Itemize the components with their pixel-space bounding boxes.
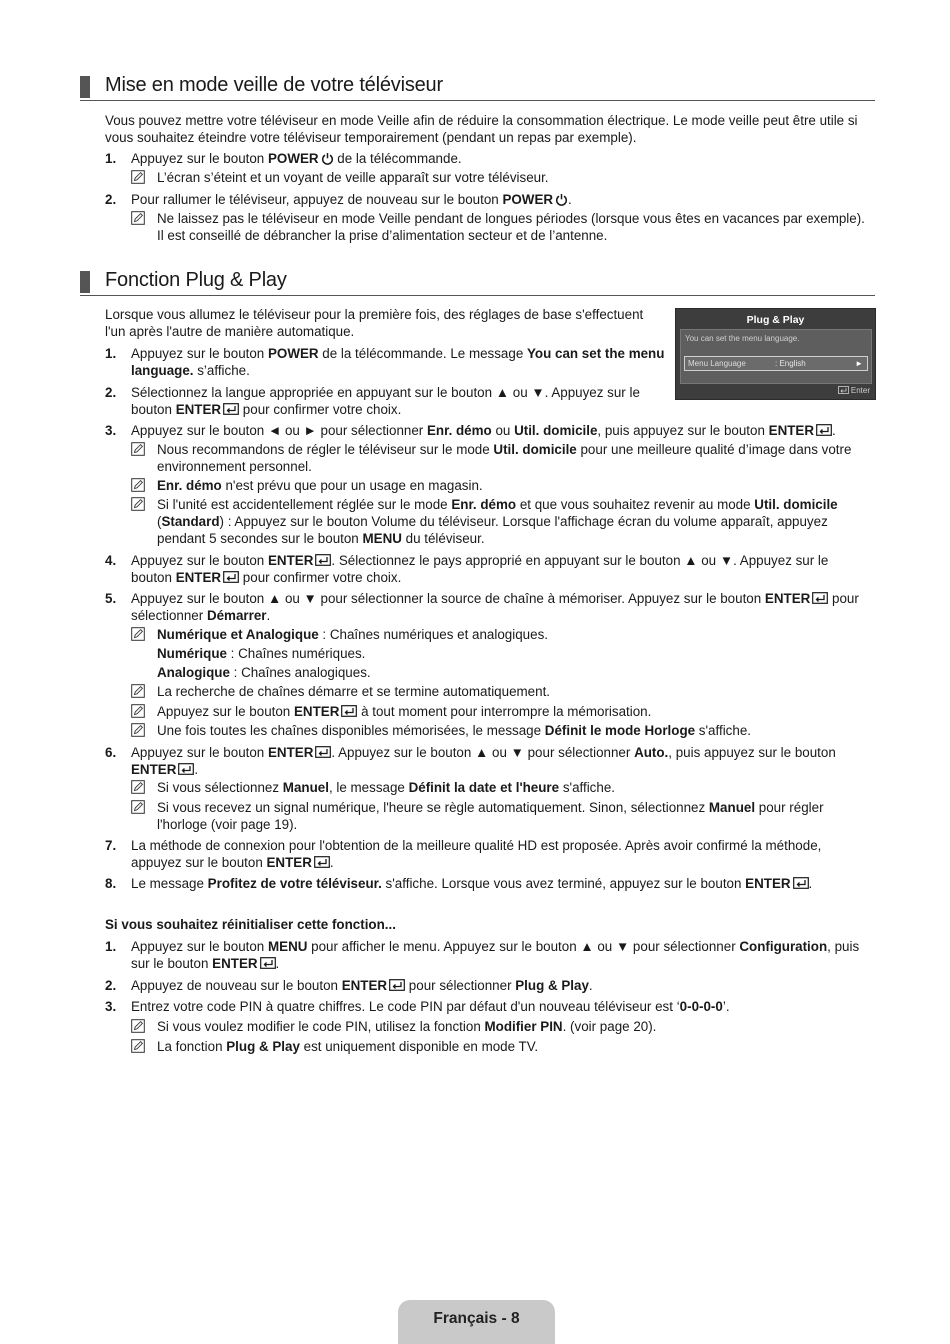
section-marker: [80, 271, 90, 293]
pnp-step-5: 5. Appuyez sur le bouton ▲ ou ▼ pour sélectionner la source de chaîne à mémoriser. Appuyez sur le bouton ENTER pour sélectionner Démarrer.: [105, 591, 859, 623]
section-header-plug-and-play: [80, 269, 875, 296]
pnp-step-5-line-2: Numérique : Chaînes numériques.: [157, 646, 366, 661]
osd-menu-language-value: : English: [775, 359, 806, 368]
enter-icon: [314, 855, 330, 867]
enter-icon: [816, 423, 832, 435]
enter-icon: [178, 762, 194, 774]
note-icon: [131, 723, 145, 737]
osd-menu-language-label: Menu Language: [688, 359, 746, 368]
pnp-step-7: 7. La méthode de connexion pour l'obtention de la meilleure qualité HD est proposée. Après avoir confirmé la méthode, appuyez sur le bouton ENTER .: [105, 838, 822, 870]
pnp-step-5-line-3: Analogique : Chaînes analogiques.: [157, 665, 371, 680]
enter-icon: [838, 386, 849, 394]
osd-menu-language-row: [684, 356, 868, 371]
enter-icon: [812, 591, 828, 603]
section-title: Mise en mode veille de votre téléviseur: [105, 74, 443, 96]
pnp-step-3-note-2: Enr. démo n'est prévu que pour un usage en magasin.: [131, 477, 873, 494]
note-icon: [131, 704, 145, 718]
section-title: Fonction Plug & Play: [105, 269, 287, 291]
note-icon: [131, 780, 145, 794]
note-icon: [131, 478, 145, 492]
pnp-step-8: 8. Le message Profitez de votre téléviseur. s'affiche. Lorsque vous avez terminé, appuyez sur le bouton ENTER .: [105, 876, 813, 891]
power-icon: [321, 152, 334, 165]
note-icon: [131, 497, 145, 511]
pnp-step-5-note-2: La recherche de chaînes démarre et se termine automatiquement.: [131, 683, 873, 700]
pnp-step-6-note-1: Si vous sélectionnez Manuel, le message Définit la date et l'heure s'affiche.: [131, 779, 873, 796]
note-icon: [131, 211, 145, 225]
section-marker: [80, 76, 90, 98]
reset-step-2: 2. Appuyez de nouveau sur le bouton ENTER pour sélectionner Plug & Play.: [105, 978, 593, 993]
note-icon: [131, 800, 145, 814]
enter-icon: [223, 570, 239, 582]
pnp-step-3-note-1: Nous recommandons de régler le téléviseur sur le mode Util. domicile pour une meilleure qualité d’image dans votre environnement personnel.: [131, 441, 873, 475]
enter-icon: [389, 978, 405, 990]
osd-enter-hint: Enter: [838, 386, 870, 396]
page-number: Français - 8: [433, 1310, 520, 1327]
enter-icon: [793, 876, 809, 888]
reset-step-3-note-1: Si vous voulez modifier le code PIN, utilisez la fonction Modifier PIN. (voir page 20).: [131, 1018, 873, 1035]
note-icon: [131, 1039, 145, 1053]
pnp-step-4: 4. Appuyez sur le bouton ENTER . Sélectionnez le pays approprié en appuyant sur le bouton ▲ ou ▼. Appuyez sur le bouton ENTER pour confirmer votre choix.: [105, 553, 829, 585]
pnp-step-5-note-4: Une fois toutes les chaînes disponibles mémorisées, le message Définit le mode Horloge s'affiche.: [131, 722, 873, 739]
osd-title: Plug & Play: [746, 314, 805, 326]
enter-icon: [315, 553, 331, 565]
standby-note-1: L’écran s’éteint et un voyant de veille apparaît sur votre téléviseur.: [131, 169, 873, 186]
standby-step-2: 2. Pour rallumer le téléviseur, appuyez de nouveau sur le bouton POWER .: [105, 192, 572, 207]
osd-screen-preview: [675, 308, 876, 400]
pnp-step-2: 2. Sélectionnez la langue appropriée en appuyant sur le bouton ▲ ou ▼. Appuyez sur le bouton ENTER pour confirmer votre choix.: [105, 385, 640, 417]
power-icon: [555, 193, 568, 206]
enter-icon: [341, 704, 357, 716]
pnp-step-1: 1. Appuyez sur le bouton POWER de la télécommande. Le message You can set the menu language. s’affiche.: [105, 346, 665, 378]
pnp-intro: Lorsque vous allumez le téléviseur pour la première fois, des réglages de base s'effectuent l'un après l'autre de manière automatique.: [105, 307, 644, 339]
enter-icon: [260, 956, 276, 968]
reset-step-3: 3. Entrez votre code PIN à quatre chiffres. Le code PIN par défaut d'un nouveau téléviseur est ‘0-0-0-0’.: [105, 999, 730, 1014]
pnp-step-5-note-3: Appuyez sur le bouton ENTER à tout moment pour interrompre la mémorisation.: [131, 703, 873, 720]
standby-note-2: Ne laissez pas le téléviseur en mode Veille pendant de longues périodes (lorsque vous êtes en vacances par exemple). Il est conseillé de débrancher la prise d’alimentation secteur et de l’antenne.: [131, 210, 873, 244]
enter-icon: [315, 745, 331, 757]
pnp-step-6: 6. Appuyez sur le bouton ENTER . Appuyez sur le bouton ▲ ou ▼ pour sélectionner Auto., puis appuyez sur le bouton ENTER .: [105, 745, 836, 777]
reset-step-3-note-2: La fonction Plug & Play est uniquement disponible en mode TV.: [131, 1038, 873, 1055]
note-icon: [131, 627, 145, 641]
pnp-step-5-note-1: Numérique et Analogique : Chaînes numériques et analogiques.: [131, 626, 873, 643]
note-icon: [131, 1019, 145, 1033]
standby-step-1: 1. Appuyez sur le bouton POWER de la télécommande.: [105, 151, 462, 166]
pnp-step-6-note-2: Si vous recevez un signal numérique, l'heure se règle automatiquement. Sinon, sélectionnez Manuel pour régler l'horloge (voir page 19).: [131, 799, 873, 833]
pnp-step-3-note-3: Si l'unité est accidentellement réglée sur le mode Enr. démo et que vous souhaitez revenir au mode Util. domicile (Standard) : Appuyez sur le bouton Volume du téléviseur. Lorsque l'affichage écran du volume apparaît, appuyez pendant 5 secondes sur le bouton MENU du téléviseur.: [131, 496, 873, 547]
page-footer-tab: [398, 1300, 555, 1344]
note-icon: [131, 684, 145, 698]
arrow-right-icon: ►: [855, 359, 863, 368]
note-icon: [131, 170, 145, 184]
reset-step-1: 1. Appuyez sur le bouton MENU pour afficher le menu. Appuyez sur le bouton ▲ ou ▼ pour sélectionner Configuration, puis sur le bouton ENTER .: [105, 939, 860, 971]
note-icon: [131, 442, 145, 456]
osd-message: You can set the menu language.: [685, 334, 800, 343]
osd-panel: [680, 329, 872, 384]
enter-icon: [223, 402, 239, 414]
section-header-standby: [80, 74, 875, 101]
standby-intro: Vous pouvez mettre votre téléviseur en mode Veille afin de réduire la consommation électrique. Le mode veille peut être utile si vous souhaitez éteindre votre téléviseur temporairement (pendant un repas par exemple).: [105, 113, 858, 145]
reset-heading: Si vous souhaitez réinitialiser cette fonction...: [105, 917, 396, 932]
pnp-step-3: 3. Appuyez sur le bouton ◄ ou ► pour sélectionner Enr. démo ou Util. domicile, puis appuyez sur le bouton ENTER .: [105, 423, 836, 438]
